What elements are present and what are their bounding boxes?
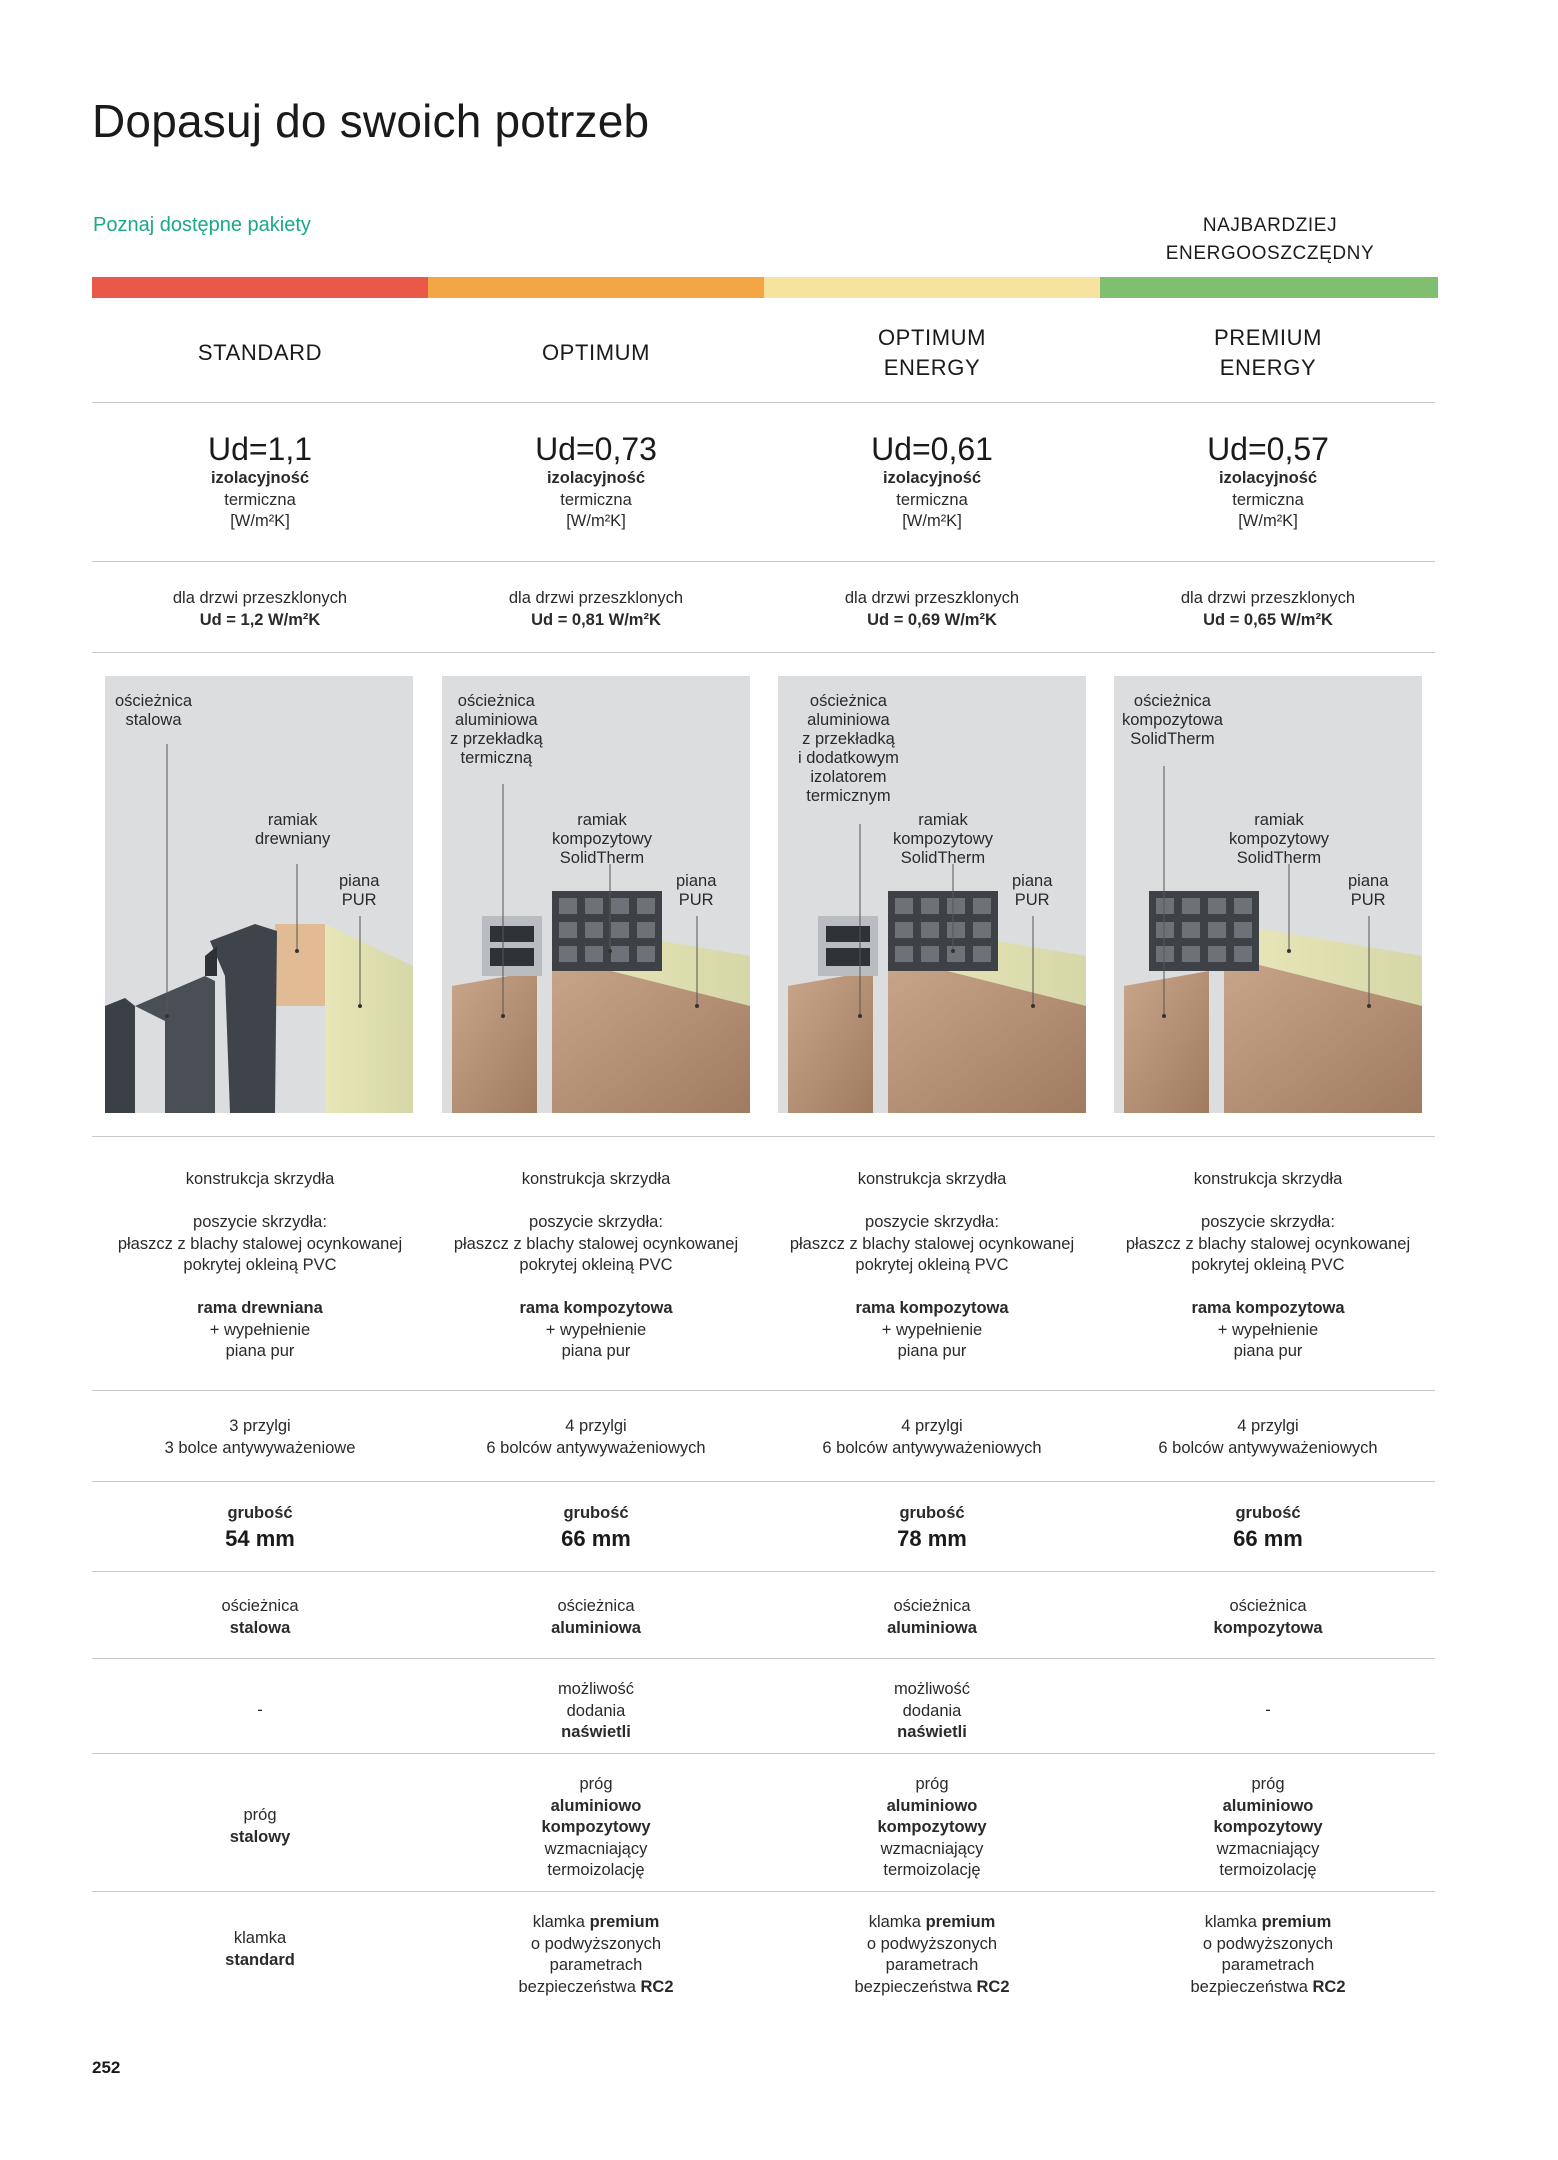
hinges-bolts: 3 przylgi 3 bolce antywyważeniowe <box>164 1417 356 1457</box>
threshold-block: próg aluminiowo kompozytowy wzmacniający termoizolację <box>541 1775 651 1879</box>
door-cross-section-image <box>105 676 413 1113</box>
divider <box>92 652 1435 653</box>
divider <box>92 402 1435 403</box>
thickness: grubość 66 mm <box>1233 1504 1303 1551</box>
pur-foam <box>325 924 413 1113</box>
rail-label: ramiak kompozytowy SolidTherm <box>1229 811 1329 867</box>
foam-label: piana PUR <box>676 872 717 909</box>
page-number: 252 <box>92 2058 121 2077</box>
handle-block: klamka premium o podwyższonych parametrach bezpieczeństwa RC2 <box>854 1913 1010 1996</box>
door-frame-type: ościeżnica stalowa <box>221 1597 299 1637</box>
page-title: Dopasuj do swoich potrzeb <box>92 95 650 147</box>
door-cross-section-image <box>442 676 750 1113</box>
standard-color-bar <box>92 277 428 298</box>
handle-block: klamka premium o podwyższonych parametrach bezpieczeństwa RC2 <box>1190 1913 1346 1996</box>
packages-subtitle: Poznaj dostępne pakiety <box>93 214 311 236</box>
rail-label: ramiak kompozytowy SolidTherm <box>552 811 652 867</box>
thermal-insulation-block: Ud=0,73 izolacyjność termiczna [W/m²K] <box>428 430 764 533</box>
threshold-block: próg aluminiowo kompozytowy wzmacniający termoizolację <box>1213 1775 1323 1879</box>
aluminium-frame <box>818 916 878 976</box>
divider <box>92 1658 1435 1659</box>
hinges-bolts: 4 przylgi 6 bolców antywyważeniowych <box>822 1417 1042 1457</box>
foam-label: piana PUR <box>339 872 380 909</box>
thickness: grubość 66 mm <box>561 1504 631 1551</box>
optimum-color-bar <box>428 277 764 298</box>
door-cross-section-image <box>1114 676 1422 1113</box>
steel-frame <box>105 998 135 1113</box>
package-name: OPTIMUM ENERGY <box>877 325 987 380</box>
threshold-block: próg stalowy <box>229 1806 291 1846</box>
foam-label: piana PUR <box>1012 872 1053 909</box>
transom-option: możliwość dodania naświetli <box>557 1680 635 1741</box>
package-name: STANDARD <box>197 340 323 365</box>
glazed-doors-value: dla drzwi przeszklonych Ud = 0,69 W/m²K <box>844 589 1020 629</box>
door-skin <box>210 924 277 1113</box>
divider <box>92 1571 1435 1572</box>
transom-option: - <box>257 1701 263 1719</box>
glazed-doors-value: dla drzwi przeszklonych Ud = 0,81 W/m²K <box>508 589 684 629</box>
frame-label: ościeżnica aluminiowa z przekładką i dodatkowym izolatorem termicznym <box>798 692 899 805</box>
construction-block: konstrukcja skrzydła poszycie skrzydła: płaszcz z blachy stalowej ocynkowanej pokrytej okleiną PVC rama kompozytowa + wypełnienie piana pur <box>1125 1170 1411 1360</box>
transom-option: - <box>1265 1701 1271 1719</box>
ud-value: Ud=0,61 <box>871 431 993 467</box>
door-frame-type: ościeżnica aluminiowa <box>887 1597 977 1637</box>
divider <box>92 561 1435 562</box>
door-cross-section-image <box>778 676 1086 1113</box>
frame-label: ościeżnica aluminiowa z przekładką termiczną <box>450 692 543 767</box>
divider <box>92 1481 1435 1482</box>
rail-label: ramiak drewniany <box>255 811 331 848</box>
package-name: PREMIUM ENERGY <box>1213 325 1323 380</box>
frame-label: ościeżnica stalowa <box>115 692 193 729</box>
thermal-insulation-block: Ud=0,57 izolacyjność termiczna [W/m²K] <box>1100 430 1436 533</box>
hinges-bolts: 4 przylgi 6 bolców antywyważeniowych <box>486 1417 706 1457</box>
ud-value: Ud=0,73 <box>535 431 657 467</box>
rail-label: ramiak kompozytowy SolidTherm <box>893 811 993 867</box>
most-energy-efficient-badge: NAJBARDZIEJ ENERGOOSZCZĘDNY <box>1165 215 1375 264</box>
foam-label: piana PUR <box>1348 872 1389 909</box>
construction-block: konstrukcja skrzydła poszycie skrzydła: płaszcz z blachy stalowej ocynkowanej pokrytej okleiną PVC rama drewniana + wypełnienie piana pur <box>117 1170 403 1360</box>
frame-label: ościeżnica kompozytowa SolidTherm <box>1122 692 1223 748</box>
divider <box>92 1753 1435 1754</box>
premium-energy-color-bar <box>1100 277 1438 298</box>
construction-block: konstrukcja skrzydła poszycie skrzydła: płaszcz z blachy stalowej ocynkowanej pokrytej okleiną PVC rama kompozytowa + wypełnienie piana pur <box>453 1170 739 1360</box>
thickness: grubość 78 mm <box>897 1504 967 1551</box>
glazed-doors-value: dla drzwi przeszklonych Ud = 0,65 W/m²K <box>1180 589 1356 629</box>
aluminium-frame <box>482 916 542 976</box>
optimum-energy-color-bar <box>764 277 1100 298</box>
divider <box>92 1891 1435 1892</box>
wood-rail <box>275 924 325 1006</box>
package-name: OPTIMUM <box>541 340 651 365</box>
glazed-doors-value: dla drzwi przeszklonych Ud = 1,2 W/m²K <box>172 589 348 629</box>
thickness: grubość 54 mm <box>225 1504 295 1551</box>
ud-value: Ud=0,57 <box>1207 431 1329 467</box>
thermal-insulation-block: Ud=1,1 izolacyjność termiczna [W/m²K] <box>92 430 428 533</box>
handle-block: klamka premium o podwyższonych parametrach bezpieczeństwa RC2 <box>518 1913 674 1996</box>
handle-block: klamka standard <box>225 1929 295 1969</box>
door-frame-type: ościeżnica kompozytowa <box>1213 1597 1323 1637</box>
ud-value: Ud=1,1 <box>207 431 313 467</box>
threshold-block: próg aluminiowo kompozytowy wzmacniający termoizolację <box>877 1775 987 1879</box>
thermal-insulation-block: Ud=0,61 izolacyjność termiczna [W/m²K] <box>764 430 1100 533</box>
divider <box>92 1390 1435 1391</box>
divider <box>92 1136 1435 1137</box>
transom-option: możliwość dodania naświetli <box>893 1680 971 1741</box>
hinges-bolts: 4 przylgi 6 bolców antywyważeniowych <box>1158 1417 1378 1457</box>
construction-block: konstrukcja skrzydła poszycie skrzydła: płaszcz z blachy stalowej ocynkowanej pokrytej okleiną PVC rama kompozytowa + wypełnienie piana pur <box>789 1170 1075 1360</box>
door-frame-type: ościeżnica aluminiowa <box>551 1597 641 1637</box>
